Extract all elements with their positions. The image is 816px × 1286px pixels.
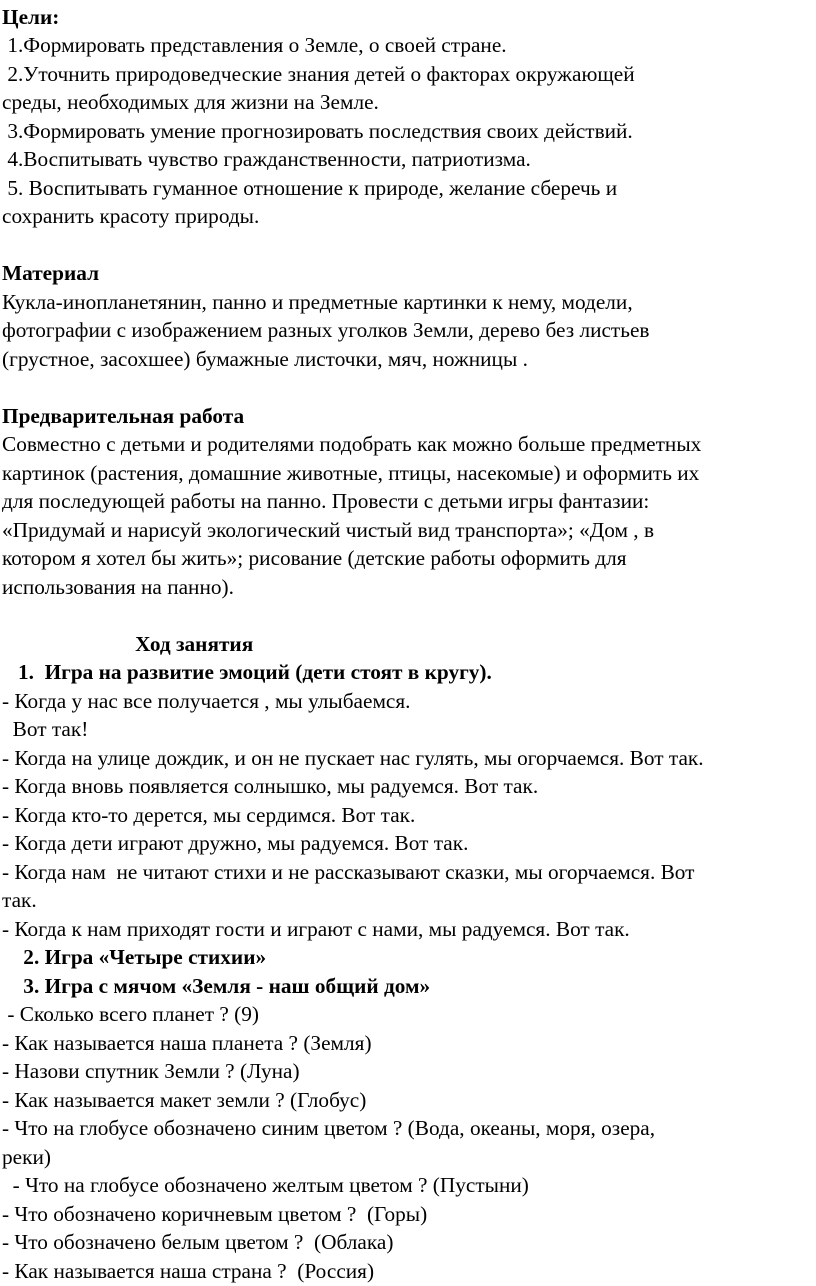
prep-line-3: для последующей работы на панно. Провести с детьми игры фантазии: (2, 489, 650, 513)
goals-heading: Цели: (2, 5, 60, 29)
material-line-2: фотографии с изображением разных уголков Земли, дерево без листьев (2, 318, 650, 342)
prep-heading: Предварительная работа (2, 404, 245, 428)
goal-line-3: 3.Формировать умение прогнозировать последствия своих действий. (2, 119, 633, 143)
goal-line-2-cont: среды, необходимых для жизни на Земле. (2, 90, 379, 114)
prep-line-6: использования на панно). (2, 575, 234, 599)
goal-line-2: 2.Уточнить природоведческие знания детей о факторах окружающей (2, 62, 635, 86)
question-5: - Что на глобусе обозначено синим цветом ? (Вода, океаны, моря, озера, (2, 1116, 656, 1140)
game-2-heading: 2. Игра «Четыре стихии» (2, 945, 267, 969)
game-1-line-7-cont: так. (2, 888, 37, 912)
game-1-line-7: - Когда нам не читают стихи и не рассказывают сказки, мы огорчаемся. Вот (2, 860, 695, 884)
question-7: - Что обозначено коричневым цветом ? (Горы) (2, 1202, 428, 1226)
prep-line-5: котором я хотел бы жить»; рисование (детские работы оформить для (2, 546, 627, 570)
question-9: - Как называется наша страна ? (Россия) (2, 1259, 375, 1283)
game-1-line-1: - Когда у нас все получается , мы улыбаемся. (2, 689, 411, 713)
game-1-line-4: - Когда вновь появляется солнышко, мы радуемся. Вот так. (2, 774, 539, 798)
game-1-line-6: - Когда дети играют дружно, мы радуемся. Вот так. (2, 831, 469, 855)
lesson-heading: Ход занятия (2, 632, 254, 656)
material-heading: Материал (2, 261, 100, 285)
question-8: - Что обозначено белым цветом ? (Облака) (2, 1230, 394, 1254)
game-1-heading: 1. Игра на развитие эмоций (дети стоят в кругу). (2, 660, 492, 684)
game-1-line-3: - Когда на улице дождик, и он не пускает нас гулять, мы огорчаемся. Вот так. (2, 746, 704, 770)
goal-line-5-cont: сохранить красоту природы. (2, 204, 260, 228)
question-4: - Как называется макет земли ? (Глобус) (2, 1088, 367, 1112)
prep-line-4: «Придумай и нарисуй экологический чистый вид транспорта»; «Дом , в (2, 518, 655, 542)
game-3-heading: 3. Игра с мячом «Земля - наш общий дом» (2, 974, 431, 998)
material-line-3: (грустное, засохшее) бумажные листочки, мяч, ножницы . (2, 347, 528, 371)
goal-line-4: 4.Воспитывать чувство гражданственности, патриотизма. (2, 147, 531, 171)
prep-line-1: Совместно с детьми и родителями подобрать как можно больше предметных (2, 432, 702, 456)
game-1-line-5: - Когда кто-то дерется, мы сердимся. Вот так. (2, 803, 416, 827)
question-6: - Что на глобусе обозначено желтым цветом ? (Пустыни) (2, 1173, 529, 1197)
goal-line-1: 1.Формировать представления о Земле, о своей стране. (2, 33, 507, 57)
goal-line-5: 5. Воспитывать гуманное отношение к природе, желание сберечь и (2, 176, 618, 200)
game-1-line-8: - Когда к нам приходят гости и играют с нами, мы радуемся. Вот так. (2, 917, 630, 941)
question-2: - Как называется наша планета ? (Земля) (2, 1031, 372, 1055)
question-5-cont: реки) (2, 1145, 51, 1169)
prep-line-2: картинок (растения, домашние животные, птицы, насекомые) и оформить их (2, 461, 700, 485)
material-line-1: Кукла-инопланетянин, панно и предметные картинки к нему, модели, (2, 290, 633, 314)
game-1-line-2: Вот так! (2, 717, 89, 741)
question-1: - Сколько всего планет ? (9) (2, 1002, 259, 1026)
question-3: - Назови спутник Земли ? (Луна) (2, 1059, 300, 1083)
